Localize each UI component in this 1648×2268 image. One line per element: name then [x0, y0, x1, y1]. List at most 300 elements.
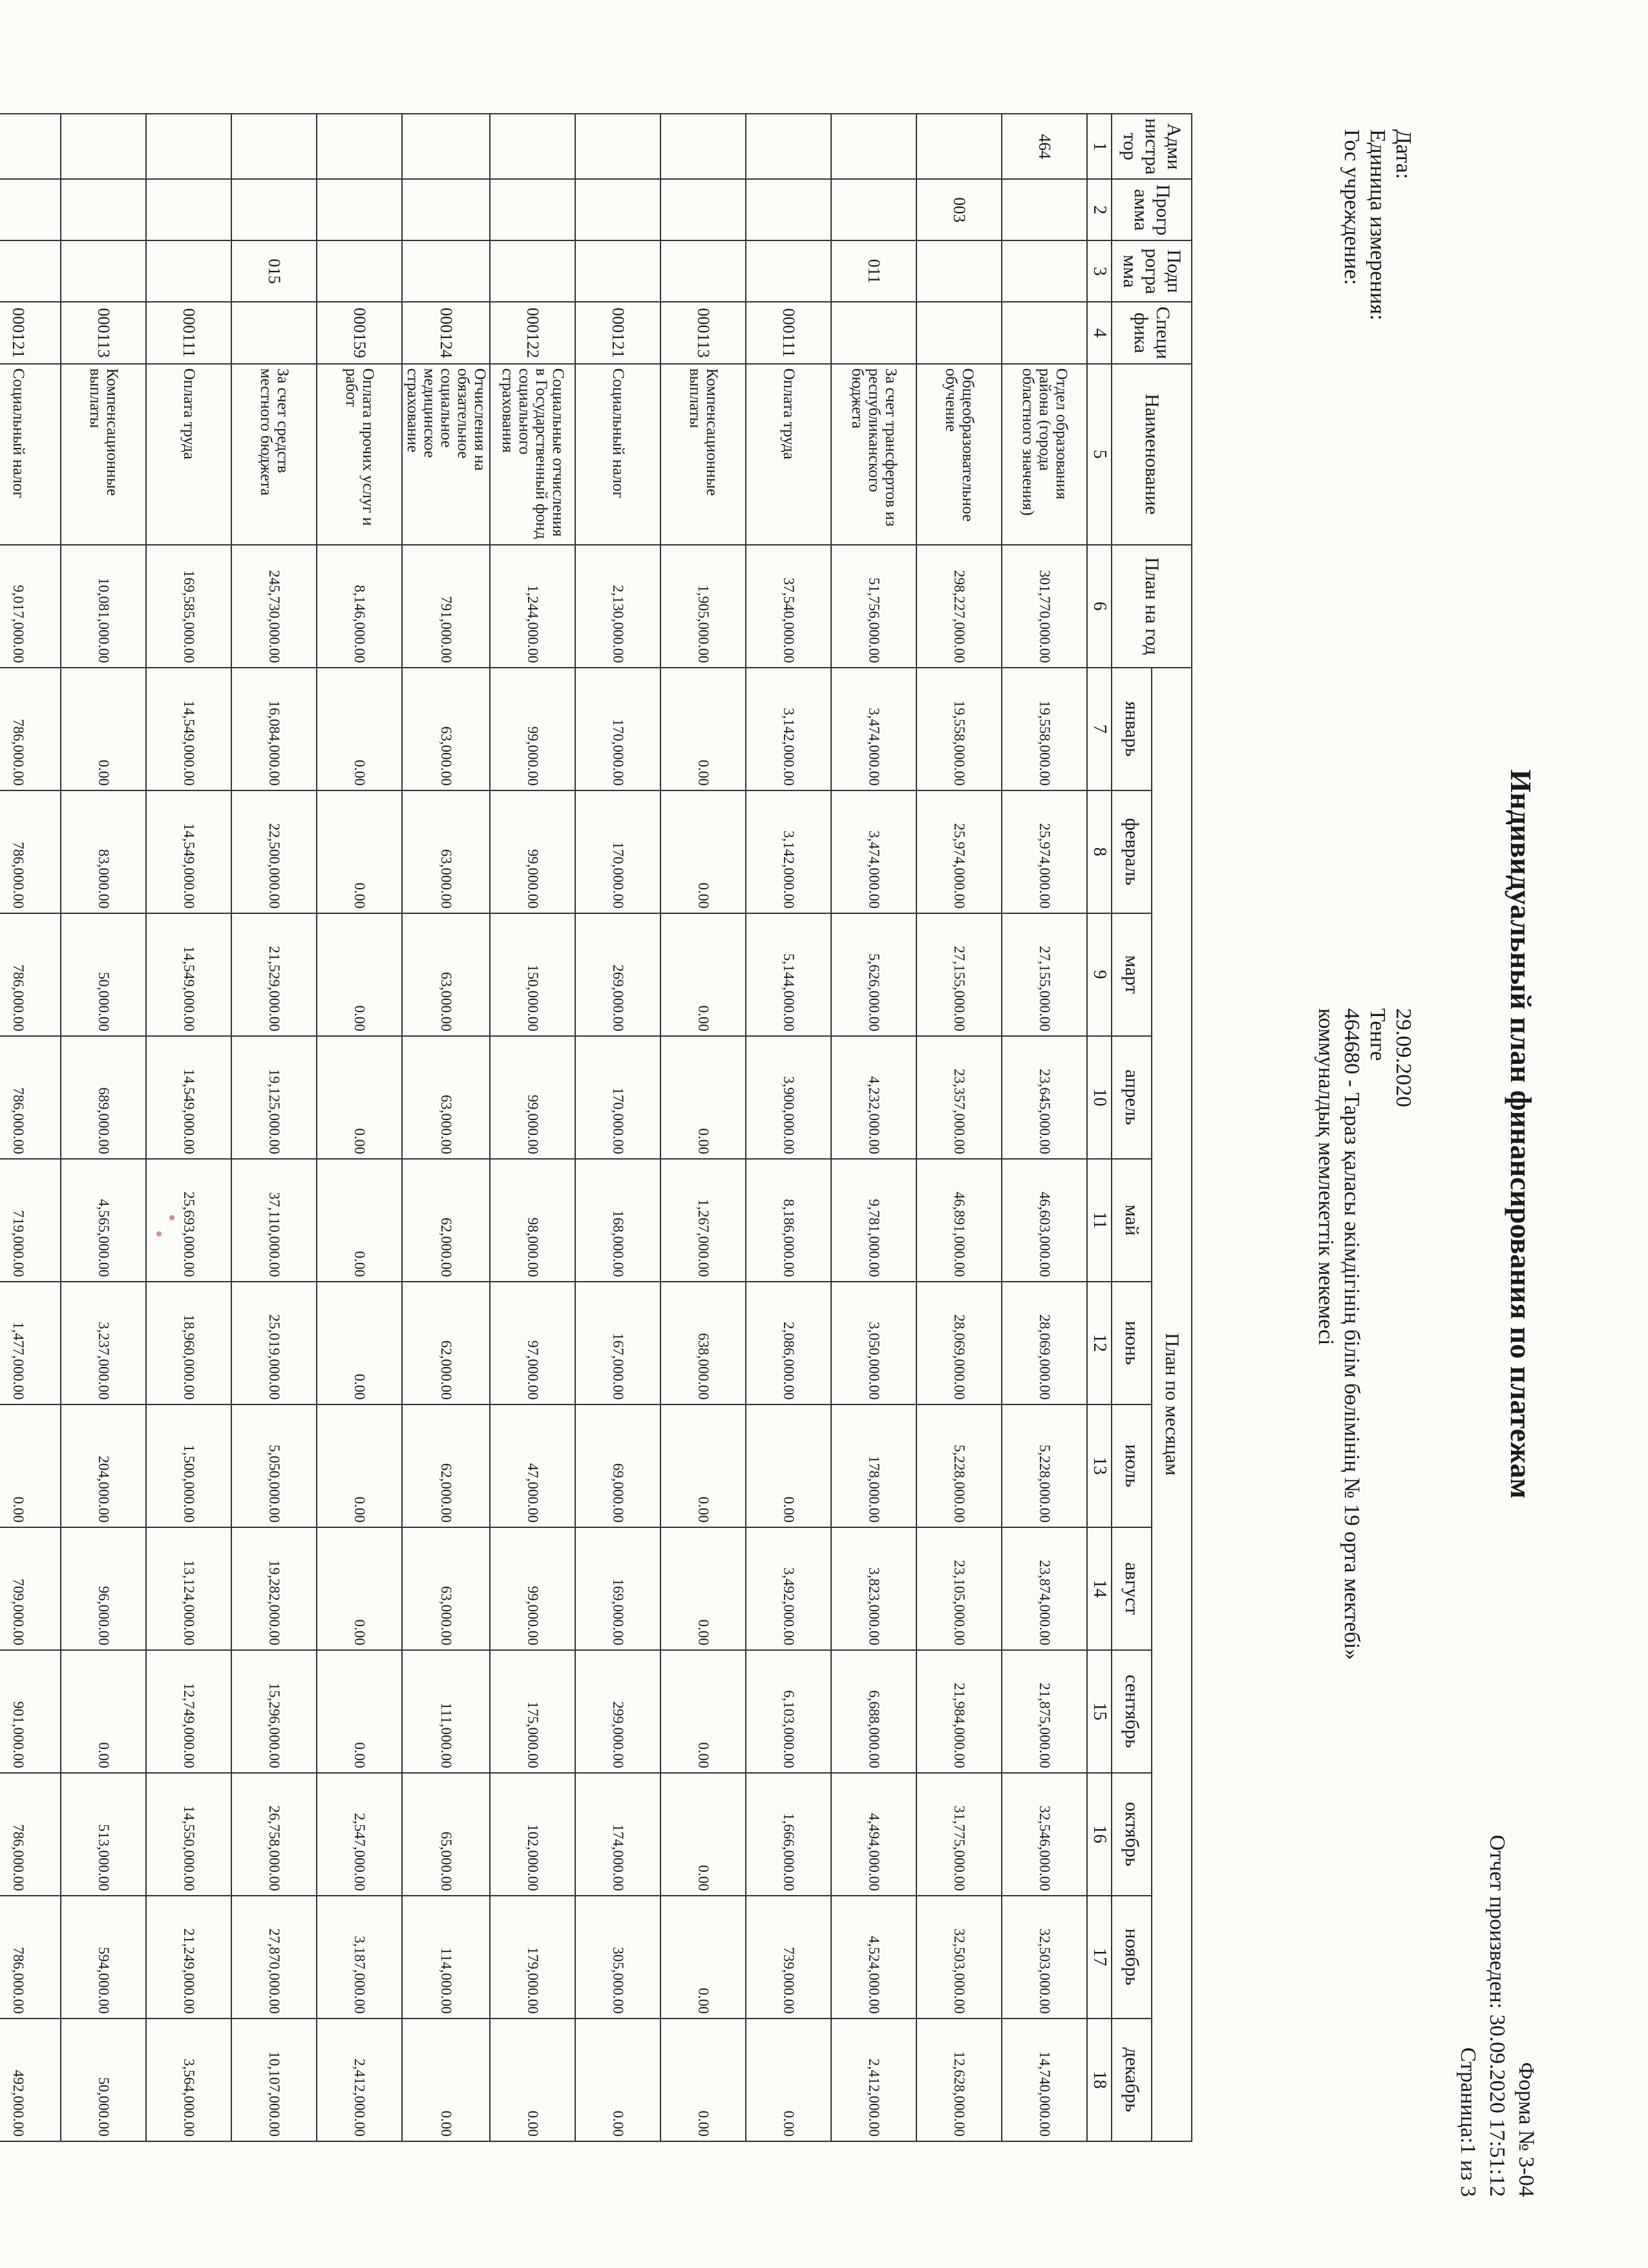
month-value-cell: 5,050,000.00	[231, 1404, 317, 1527]
column-number: 18	[1087, 2019, 1112, 2141]
month-value-cell: 178,000.00	[831, 1404, 916, 1527]
month-value-cell: 1,666,000.00	[746, 1773, 831, 1896]
spec-cell: 000124	[402, 302, 490, 364]
month-value-cell: 786,000.00	[0, 1773, 61, 1896]
month-value-cell: 12,628,000.00	[916, 2019, 1002, 2141]
month-value-cell: 3,564,000.00	[146, 2019, 231, 2141]
subprogram-cell	[916, 240, 1002, 302]
month-value-cell: 10,107,000.00	[231, 2019, 317, 2141]
column-number: 5	[1087, 364, 1112, 545]
spec-cell: 000113	[660, 302, 746, 364]
month-value-cell: 3,823,000.00	[831, 1527, 916, 1650]
table-row	[231, 114, 317, 2141]
month-header: март	[1112, 913, 1152, 1036]
column-number: 3	[1087, 240, 1112, 302]
month-value-cell: 3,187,000.00	[317, 1896, 402, 2019]
month-value-cell: 170,000.00	[575, 1036, 660, 1159]
month-header: декабрь	[1112, 2019, 1152, 2141]
program-cell	[317, 179, 402, 240]
month-value-cell: 13,124,000.00	[146, 1527, 231, 1650]
column-number: 4	[1087, 302, 1112, 364]
admin-cell	[0, 114, 61, 179]
year-plan-cell: 2,130,000.00	[575, 545, 660, 668]
table-row	[61, 114, 146, 2141]
date-value: 29.09.2020	[1391, 1008, 1415, 1107]
admin-cell	[61, 114, 146, 179]
table-row	[0, 114, 61, 2141]
program-cell	[660, 179, 746, 240]
month-value-cell: 50,000.00	[61, 2019, 146, 2141]
month-value-cell: 174,000.00	[575, 1773, 660, 1896]
month-header: июль	[1112, 1404, 1152, 1527]
month-value-cell: 0.00	[0, 1404, 61, 1527]
month-value-cell: 0.00	[660, 1650, 746, 1773]
month-value-cell: 97,000.00	[490, 1282, 575, 1404]
month-header: сентябрь	[1112, 1650, 1152, 1773]
unit-value: Тенге	[1366, 1008, 1389, 1061]
institution-label: Гос учреждение:	[1340, 129, 1364, 286]
month-value-cell: 3,474,000.00	[831, 790, 916, 913]
month-header: январь	[1112, 668, 1152, 790]
month-value-cell: 3,492,000.00	[746, 1527, 831, 1650]
month-value-cell: 62,000.00	[402, 1404, 490, 1527]
program-cell	[575, 179, 660, 240]
spec-cell: 000111	[146, 302, 231, 364]
month-value-cell: 3,237,000.00	[61, 1282, 146, 1404]
month-value-cell: 0.00	[317, 913, 402, 1036]
column-number: 1	[1087, 114, 1112, 179]
month-value-cell: 50,000.00	[61, 913, 146, 1036]
month-value-cell: 69,000.00	[575, 1404, 660, 1527]
year-plan-cell: 37,540,000.00	[746, 545, 831, 668]
column-number: 11	[1087, 1159, 1112, 1282]
month-header: ноябрь	[1112, 1896, 1152, 2019]
month-value-cell: 0.00	[660, 913, 746, 1036]
month-value-cell: 46,891,000.00	[916, 1159, 1002, 1282]
month-value-cell: 96,000.00	[61, 1527, 146, 1650]
month-header: май	[1112, 1159, 1152, 1282]
program-cell	[0, 179, 61, 240]
column-number: 10	[1087, 1036, 1112, 1159]
name-cell: Социальный налог	[0, 364, 61, 545]
subprogram-cell	[402, 240, 490, 302]
spec-cell: 000159	[317, 302, 402, 364]
month-value-cell: 32,546,000.00	[1002, 1773, 1087, 1896]
month-value-cell: 27,155,000.00	[916, 913, 1002, 1036]
month-value-cell: 99,000.00	[490, 1527, 575, 1650]
month-value-cell: 5,626,000.00	[831, 913, 916, 1036]
month-value-cell: 63,000.00	[402, 1527, 490, 1650]
month-value-cell: 2,412,000.00	[831, 2019, 916, 2141]
admin-cell	[660, 114, 746, 179]
name-cell: Компенсационные выплаты	[61, 364, 146, 545]
month-value-cell: 0.00	[490, 2019, 575, 2141]
month-value-cell: 99,000.00	[490, 1036, 575, 1159]
year-plan-cell: 169,585,000.00	[146, 545, 231, 668]
month-value-cell: 299,000.00	[575, 1650, 660, 1773]
month-value-cell: 111,000.00	[402, 1650, 490, 1773]
month-value-cell: 0.00	[660, 1527, 746, 1650]
spec-cell: 000122	[490, 302, 575, 364]
spec-cell	[1002, 302, 1087, 364]
institution-value-line2: коммуналдық мемлекеттік мекемесі	[1314, 1008, 1338, 1346]
col-header-program: Прогр амма	[1112, 179, 1192, 240]
month-value-cell: 786,000.00	[0, 1036, 61, 1159]
month-value-cell: 638,000.00	[660, 1282, 746, 1404]
page-counter: Страница:1 из 3	[1456, 2047, 1480, 2197]
month-value-cell: 0.00	[61, 1650, 146, 1773]
subprogram-cell	[1002, 240, 1087, 302]
month-value-cell: 0.00	[317, 790, 402, 913]
name-cell: Компенсационные выплаты	[660, 364, 746, 545]
month-value-cell: 62,000.00	[402, 1159, 490, 1282]
column-number: 2	[1087, 179, 1112, 240]
month-value-cell: 14,549,000.00	[146, 790, 231, 913]
month-value-cell: 28,069,000.00	[916, 1282, 1002, 1404]
year-plan-cell: 245,730,000.00	[231, 545, 317, 668]
month-value-cell: 25,974,000.00	[916, 790, 1002, 913]
month-value-cell: 0.00	[660, 1896, 746, 2019]
table-row	[746, 114, 831, 2141]
col-header-subprogram: Подп рогра мма	[1112, 240, 1192, 302]
month-value-cell: 786,000.00	[0, 913, 61, 1036]
month-value-cell: 5,228,000.00	[1002, 1404, 1087, 1527]
institution-value-line1: 464680 - Тараз қаласы әкімдігінің білім бөлімінің № 19 орта мектебі»	[1340, 1008, 1364, 1660]
month-value-cell: 0.00	[317, 1650, 402, 1773]
month-value-cell: 14,549,000.00	[146, 1036, 231, 1159]
month-value-cell: 2,547,000.00	[317, 1773, 402, 1896]
ink-mark	[169, 1215, 174, 1220]
month-value-cell: 169,000.00	[575, 1527, 660, 1650]
col-header-name: Наименование	[1112, 364, 1192, 545]
month-value-cell: 31,775,000.00	[916, 1773, 1002, 1896]
table-row	[146, 114, 231, 2141]
spec-cell	[916, 302, 1002, 364]
spec-cell: 000111	[746, 302, 831, 364]
column-number: 15	[1087, 1650, 1112, 1773]
month-value-cell: 25,974,000.00	[1002, 790, 1087, 913]
table-row	[831, 114, 916, 2141]
table-row	[317, 114, 402, 2141]
month-value-cell: 719,000.00	[0, 1159, 61, 1282]
month-header: июнь	[1112, 1282, 1152, 1404]
month-value-cell: 21,529,000.00	[231, 913, 317, 1036]
spec-cell: 000121	[575, 302, 660, 364]
column-number: 13	[1087, 1404, 1112, 1527]
month-value-cell: 65,000.00	[402, 1773, 490, 1896]
month-value-cell: 0.00	[660, 668, 746, 790]
spec-cell	[831, 302, 916, 364]
month-value-cell: 4,565,000.00	[61, 1159, 146, 1282]
subprogram-cell: 015	[231, 240, 317, 302]
admin-cell	[575, 114, 660, 179]
month-value-cell: 14,549,000.00	[146, 913, 231, 1036]
month-value-cell: 23,645,000.00	[1002, 1036, 1087, 1159]
month-value-cell: 63,000.00	[402, 913, 490, 1036]
month-value-cell: 114,000.00	[402, 1896, 490, 2019]
table-body	[0, 114, 1087, 2141]
year-plan-cell: 791,000.00	[402, 545, 490, 668]
month-value-cell: 3,050,000.00	[831, 1282, 916, 1404]
month-value-cell: 16,084,000.00	[231, 668, 317, 790]
month-value-cell: 32,503,000.00	[916, 1896, 1002, 2019]
admin-cell	[746, 114, 831, 179]
month-value-cell: 63,000.00	[402, 668, 490, 790]
month-value-cell: 168,000.00	[575, 1159, 660, 1282]
month-value-cell: 25,019,000.00	[231, 1282, 317, 1404]
table-row	[490, 114, 575, 2141]
month-value-cell: 709,000.00	[0, 1527, 61, 1650]
name-cell: За счет средств местного бюджета	[231, 364, 317, 545]
program-cell: 003	[916, 179, 1002, 240]
month-header: октябрь	[1112, 1773, 1152, 1896]
table-row	[575, 114, 660, 2141]
subprogram-cell	[0, 240, 61, 302]
month-value-cell: 786,000.00	[0, 668, 61, 790]
month-value-cell: 305,000.00	[575, 1896, 660, 2019]
month-value-cell: 46,603,000.00	[1002, 1159, 1087, 1282]
name-cell: Отдел образования района (города областного значения)	[1002, 364, 1087, 545]
month-value-cell: 23,105,000.00	[916, 1527, 1002, 1650]
program-cell	[61, 179, 146, 240]
name-cell: Отчисления на обязательное социальное медицинское страхование	[402, 364, 490, 545]
month-value-cell: 179,000.00	[490, 1896, 575, 2019]
month-value-cell: 786,000.00	[0, 790, 61, 913]
col-header-admin: Адми нистра тор	[1112, 114, 1192, 179]
year-plan-cell: 1,244,000.00	[490, 545, 575, 668]
admin-cell	[231, 114, 317, 179]
month-value-cell: 5,144,000.00	[746, 913, 831, 1036]
month-value-cell: 167,000.00	[575, 1282, 660, 1404]
col-header-spec: Специ фика	[1112, 302, 1192, 364]
month-value-cell: 513,000.00	[61, 1773, 146, 1896]
financing-plan-table	[0, 113, 1192, 2142]
month-value-cell: 0.00	[402, 2019, 490, 2141]
column-number: 17	[1087, 1896, 1112, 2019]
month-value-cell: 0.00	[575, 2019, 660, 2141]
column-number: 16	[1087, 1773, 1112, 1896]
month-value-cell: 99,000.00	[490, 790, 575, 913]
month-value-cell: 739,000.00	[746, 1896, 831, 2019]
month-value-cell: 0.00	[61, 668, 146, 790]
month-value-cell: 0.00	[660, 1773, 746, 1896]
column-number: 8	[1087, 790, 1112, 913]
month-value-cell: 0.00	[317, 1036, 402, 1159]
month-value-cell: 170,000.00	[575, 790, 660, 913]
name-cell: За счет трансфертов из республиканского бюджета	[831, 364, 916, 545]
month-value-cell: 14,740,000.00	[1002, 2019, 1087, 2141]
report-timestamp: Отчет произведен: 30.09.2020 17:51:12	[1485, 1834, 1509, 2197]
column-number: 14	[1087, 1527, 1112, 1650]
month-value-cell: 0.00	[660, 1036, 746, 1159]
unit-label: Единица измерения:	[1366, 129, 1389, 321]
col-header-monthly-group: План по месяцам	[1152, 668, 1192, 2141]
program-cell	[146, 179, 231, 240]
month-value-cell: 4,524,000.00	[831, 1896, 916, 2019]
month-value-cell: 1,500,000.00	[146, 1404, 231, 1527]
program-cell	[831, 179, 916, 240]
month-value-cell: 37,110,000.00	[231, 1159, 317, 1282]
month-value-cell: 26,758,000.00	[231, 1773, 317, 1896]
month-value-cell: 594,000.00	[61, 1896, 146, 2019]
name-cell: Оплата труда	[746, 364, 831, 545]
month-header: апрель	[1112, 1036, 1152, 1159]
column-number-row	[1087, 114, 1112, 2141]
admin-cell	[402, 114, 490, 179]
month-value-cell: 25,693,000.00	[146, 1159, 231, 1282]
month-value-cell: 28,069,000.00	[1002, 1282, 1087, 1404]
subprogram-cell: 011	[831, 240, 916, 302]
program-cell	[1002, 179, 1087, 240]
month-value-cell: 0.00	[660, 1404, 746, 1527]
column-number: 7	[1087, 668, 1112, 790]
month-value-cell: 3,474,000.00	[831, 668, 916, 790]
month-value-cell: 5,228,000.00	[916, 1404, 1002, 1527]
month-value-cell: 32,503,000.00	[1002, 1896, 1087, 2019]
month-value-cell: 99,000.00	[490, 668, 575, 790]
month-value-cell: 62,000.00	[402, 1282, 490, 1404]
table-row	[916, 114, 1002, 2141]
subprogram-cell	[490, 240, 575, 302]
subprogram-cell	[575, 240, 660, 302]
program-cell	[402, 179, 490, 240]
subprogram-cell	[660, 240, 746, 302]
month-header: февраль	[1112, 790, 1152, 913]
month-value-cell: 102,000.00	[490, 1773, 575, 1896]
name-cell: Оплата прочих услуг и работ	[317, 364, 402, 545]
column-number: 12	[1087, 1282, 1112, 1404]
subprogram-cell	[317, 240, 402, 302]
year-plan-cell: 9,017,000.00	[0, 545, 61, 668]
table-row	[660, 114, 746, 2141]
ink-mark	[156, 1231, 162, 1236]
month-value-cell: 8,186,000.00	[746, 1159, 831, 1282]
month-value-cell: 204,000.00	[61, 1404, 146, 1527]
month-value-cell: 170,000.00	[575, 668, 660, 790]
month-value-cell: 63,000.00	[402, 1036, 490, 1159]
month-value-cell: 4,494,000.00	[831, 1773, 916, 1896]
program-cell	[490, 179, 575, 240]
spec-cell	[231, 302, 317, 364]
month-value-cell: 0.00	[317, 1404, 402, 1527]
month-value-cell: 175,000.00	[490, 1650, 575, 1773]
month-value-cell: 0.00	[317, 1282, 402, 1404]
admin-cell	[831, 114, 916, 179]
month-value-cell: 12,749,000.00	[146, 1650, 231, 1773]
name-cell: Социальный налог	[575, 364, 660, 545]
admin-cell	[146, 114, 231, 179]
admin-cell	[317, 114, 402, 179]
column-number: 6	[1087, 545, 1112, 668]
name-cell: Оплата труда	[146, 364, 231, 545]
month-value-cell: 0.00	[317, 1527, 402, 1650]
month-value-cell: 492,000.00	[0, 2019, 61, 2141]
month-value-cell: 27,155,000.00	[1002, 913, 1087, 1036]
month-value-cell: 23,357,000.00	[916, 1036, 1002, 1159]
month-value-cell: 901,000.00	[0, 1650, 61, 1773]
month-value-cell: 23,874,000.00	[1002, 1527, 1087, 1650]
column-number: 9	[1087, 913, 1112, 1036]
month-value-cell: 4,232,000.00	[831, 1036, 916, 1159]
month-value-cell: 6,688,000.00	[831, 1650, 916, 1773]
year-plan-cell: 8,146,000.00	[317, 545, 402, 668]
admin-cell	[490, 114, 575, 179]
month-value-cell: 21,875,000.00	[1002, 1650, 1087, 1773]
subprogram-cell	[146, 240, 231, 302]
month-value-cell: 2,086,000.00	[746, 1282, 831, 1404]
month-value-cell: 19,282,000.00	[231, 1527, 317, 1650]
month-value-cell: 6,103,000.00	[746, 1650, 831, 1773]
month-value-cell: 19,125,000.00	[231, 1036, 317, 1159]
month-value-cell: 98,000.00	[490, 1159, 575, 1282]
month-value-cell: 150,000.00	[490, 913, 575, 1036]
month-value-cell: 1,477,000.00	[0, 1282, 61, 1404]
month-header: август	[1112, 1527, 1152, 1650]
month-value-cell: 21,249,000.00	[146, 1896, 231, 2019]
month-value-cell: 2,412,000.00	[317, 2019, 402, 2141]
month-value-cell: 21,984,000.00	[916, 1650, 1002, 1773]
month-value-cell: 0.00	[746, 1404, 831, 1527]
admin-cell: 464	[1002, 114, 1087, 179]
program-cell	[746, 179, 831, 240]
year-plan-cell: 298,227,000.00	[916, 545, 1002, 668]
month-value-cell: 786,000.00	[0, 1896, 61, 2019]
spec-cell: 000113	[61, 302, 146, 364]
subprogram-cell	[746, 240, 831, 302]
subprogram-cell	[61, 240, 146, 302]
month-value-cell: 1,267,000.00	[660, 1159, 746, 1282]
name-cell: Общеобразовательное обучение	[916, 364, 1002, 545]
name-cell: Социальные отчисления в Государственный фонд социального страхования	[490, 364, 575, 545]
month-value-cell: 27,870,000.00	[231, 1896, 317, 2019]
month-value-cell: 14,550,000.00	[146, 1773, 231, 1896]
month-value-cell: 22,500,000.00	[231, 790, 317, 913]
form-number: Форма № 3-04	[1514, 2062, 1538, 2197]
month-value-cell: 0.00	[660, 2019, 746, 2141]
program-cell	[231, 179, 317, 240]
year-plan-cell: 301,770,000.00	[1002, 545, 1087, 668]
month-value-cell: 9,781,000.00	[831, 1159, 916, 1282]
year-plan-cell: 51,756,000.00	[831, 545, 916, 668]
month-value-cell: 3,142,000.00	[746, 790, 831, 913]
year-plan-cell: 10,081,000.00	[61, 545, 146, 668]
month-value-cell: 0.00	[660, 790, 746, 913]
col-header-year-plan: План на год	[1112, 545, 1192, 668]
month-value-cell: 0.00	[317, 1159, 402, 1282]
table-row	[402, 114, 490, 2141]
spec-cell: 000121	[0, 302, 61, 364]
month-value-cell: 3,900,000.00	[746, 1036, 831, 1159]
month-value-cell: 19,558,000.00	[1002, 668, 1087, 790]
month-value-cell: 19,558,000.00	[916, 668, 1002, 790]
year-plan-cell: 1,905,000.00	[660, 545, 746, 668]
date-label: Дата:	[1391, 129, 1415, 180]
month-value-cell: 63,000.00	[402, 790, 490, 913]
month-value-cell: 18,960,000.00	[146, 1282, 231, 1404]
month-value-cell: 689,000.00	[61, 1036, 146, 1159]
month-value-cell: 3,142,000.00	[746, 668, 831, 790]
month-value-cell: 83,000.00	[61, 790, 146, 913]
month-value-cell: 14,549,000.00	[146, 668, 231, 790]
table-row	[1002, 114, 1087, 2141]
admin-cell	[916, 114, 1002, 179]
month-value-cell: 269,000.00	[575, 913, 660, 1036]
month-value-cell: 15,296,000.00	[231, 1650, 317, 1773]
document-title: Индивидуальный план финансирования по платежам	[1505, 769, 1537, 1499]
month-value-cell: 0.00	[746, 2019, 831, 2141]
month-value-cell: 47,000.00	[490, 1404, 575, 1527]
month-value-cell: 0.00	[317, 668, 402, 790]
